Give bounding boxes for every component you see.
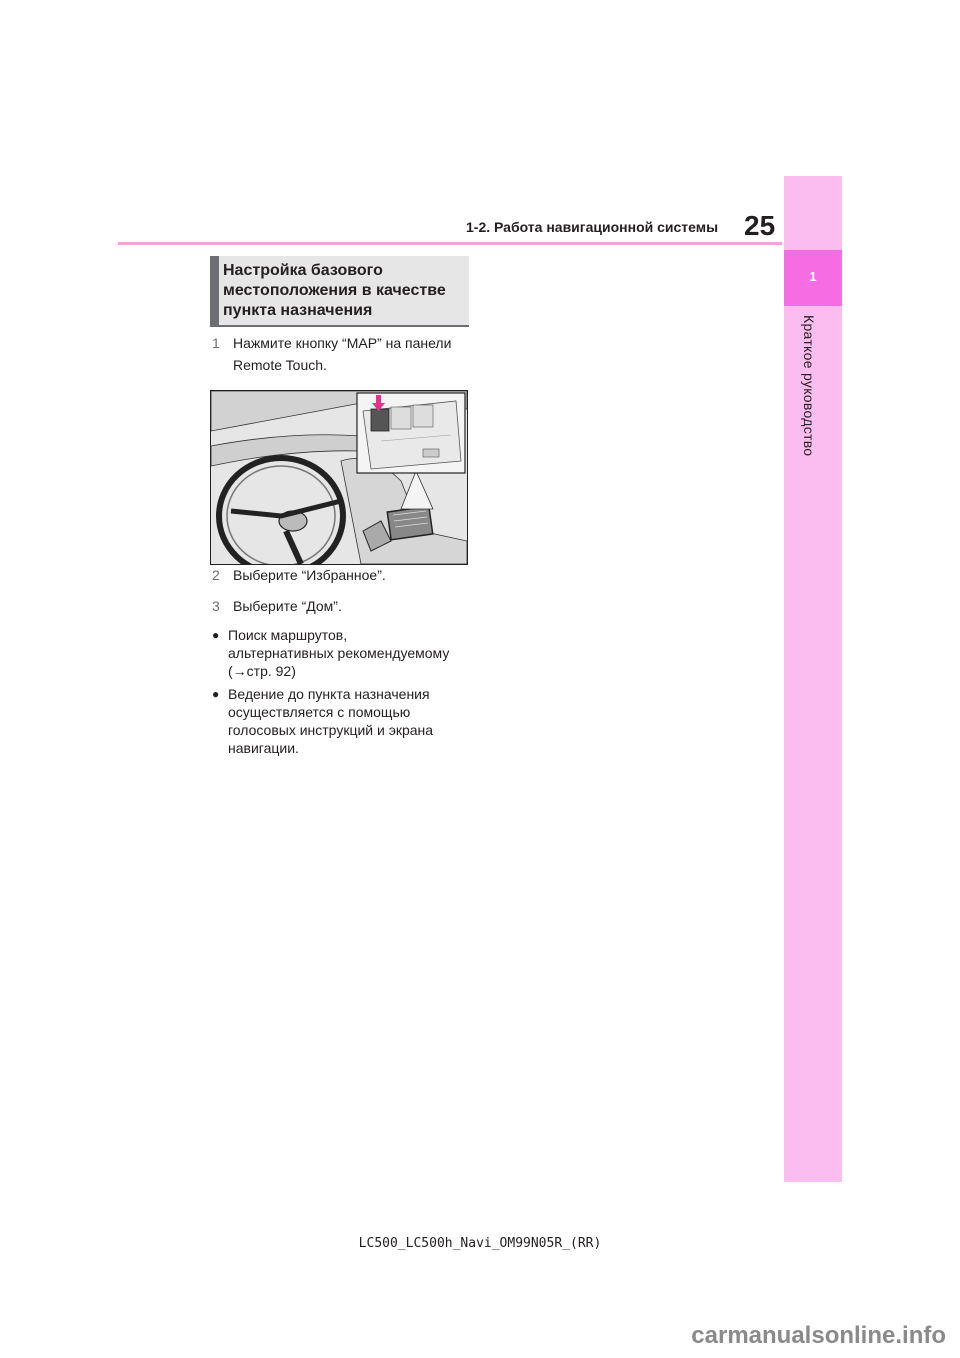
step-text: Выберите “Избранное”.	[233, 567, 386, 583]
step-text-line: Remote Touch.	[233, 357, 327, 373]
header-divider	[118, 242, 782, 245]
bullet-dot-icon: ●	[212, 628, 220, 642]
document-code: LC500_LC500h_Navi_OM99N05R_(RR)	[358, 1236, 602, 1251]
step-number: 3	[212, 598, 220, 614]
chapter-title: Краткое руководство	[801, 315, 817, 457]
step-text	[233, 332, 483, 376]
step-3	[212, 595, 482, 617]
bullet-text-line: осуществляется с помощью	[228, 704, 411, 720]
bullet-item-guidance	[212, 685, 472, 757]
section-heading-rule	[219, 325, 469, 327]
chapter-number-box	[784, 250, 842, 306]
bullet-text-line: голосовых инструкций и экрана	[228, 722, 434, 738]
running-header: 1-2. Работа навигационной системы	[466, 219, 719, 235]
bullet-text	[228, 685, 468, 757]
bullet-text-line: Поиск маршрутов,	[228, 627, 348, 643]
section-heading-bar	[210, 256, 219, 327]
bullet-text-line: альтернативных рекомендуемому	[228, 645, 450, 661]
step-number: 2	[212, 567, 220, 583]
bullet-item-route-search	[212, 626, 472, 680]
bullet-text	[228, 626, 468, 680]
step-1	[212, 332, 482, 378]
section-heading: Настройка базового местоположения в качестве пункта назначения	[223, 262, 446, 319]
step-text: Выберите “Дом”.	[233, 598, 342, 614]
step-2	[212, 564, 482, 586]
chapter-number: 1	[809, 269, 817, 284]
bullet-text-line: Ведение до пункта назначения	[228, 686, 430, 702]
step-number: 1	[212, 335, 220, 351]
watermark: carmanualsonline.info	[691, 1322, 946, 1349]
bullet-dot-icon: ●	[212, 687, 220, 701]
section-heading-box	[210, 256, 469, 327]
bullet-text-line: (→стр. 92)	[228, 663, 296, 679]
step-text-line: Нажмите кнопку “MAP” на панели	[233, 335, 452, 351]
dashboard-interior-illustration	[210, 390, 468, 565]
bullet-text-line: навигации.	[228, 740, 299, 756]
page-number: 25	[744, 210, 776, 241]
